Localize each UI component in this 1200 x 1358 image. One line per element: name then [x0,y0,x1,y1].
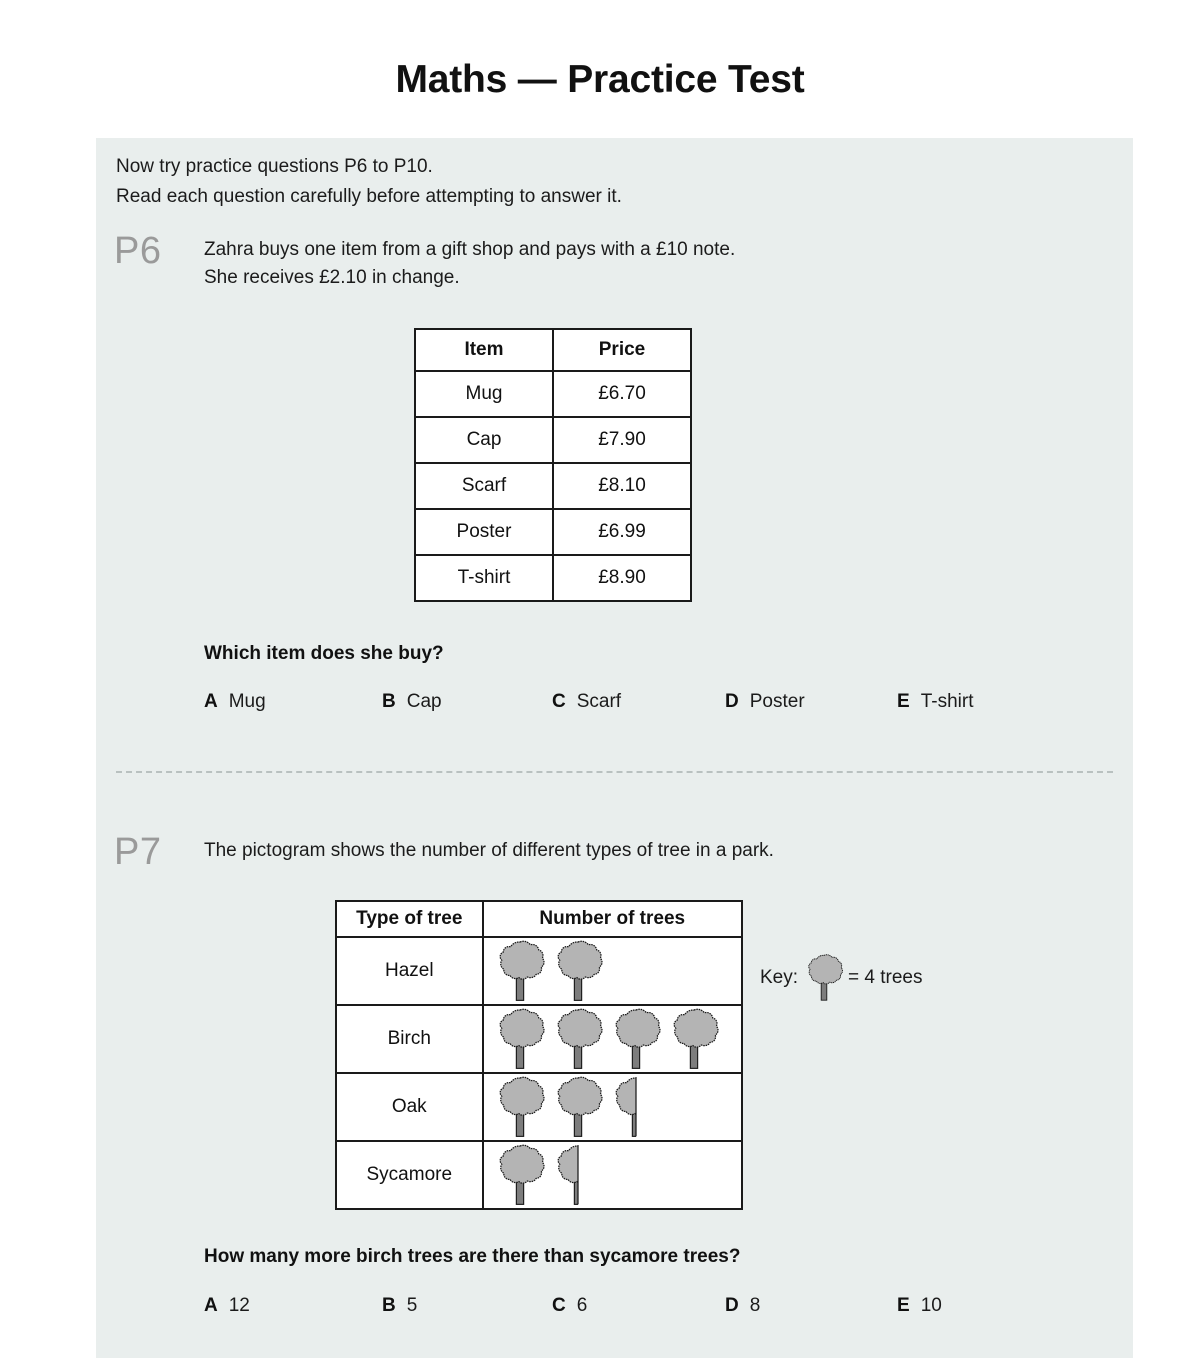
pictogram-row-label: Hazel [336,937,483,1005]
answer-option-p6-c[interactable] [552,691,621,713]
pictogram-key-label: Key: [760,967,799,988]
pictogram-header-type: Type of tree [336,901,483,937]
answer-option-p6-a[interactable] [204,691,266,713]
questions-panel [96,138,1133,1358]
pictogram-row-symbols [483,1141,742,1209]
tree-icon [494,939,546,1004]
price-table-price: £8.10 [553,463,691,509]
price-table-header-row [415,329,691,371]
answer-option-p7-b[interactable] [382,1295,417,1317]
instructions-line-1: Now try practice questions P6 to P10. [116,156,433,177]
answer-option-p7-e[interactable] [897,1295,942,1317]
price-table [414,328,692,602]
option-text: 10 [920,1295,942,1316]
pictogram-header-number: Number of trees [483,901,742,937]
question-stem-p6-line-2: She receives £2.10 in change. [204,267,460,288]
option-text: Poster [749,691,805,712]
pictogram-row [336,1073,742,1141]
tree-icon [494,1007,546,1072]
price-table-price: £6.99 [553,509,691,555]
pictogram-row-symbols [483,937,742,1005]
option-text: 12 [228,1295,250,1316]
question-number-p7: P7 [114,831,162,873]
table-row [415,509,691,555]
option-letter: B [382,1295,396,1316]
page-title: Maths — Practice Test [395,58,805,101]
option-text: Scarf [576,691,622,712]
answer-option-p7-d[interactable] [725,1295,760,1317]
option-letter: E [897,691,910,712]
option-letter: E [897,1295,910,1316]
answer-option-p6-e[interactable] [897,691,973,713]
question-stem-p7 [204,837,774,865]
option-text: 8 [749,1295,761,1316]
question-stem-p7-line-1: The pictogram shows the number of different types of tree in a park. [204,840,774,861]
pictogram-header-row [336,901,742,937]
answer-options-p7 [204,1295,1104,1321]
option-letter: B [382,691,396,712]
price-table-item: Cap [415,417,553,463]
option-text: 5 [406,1295,418,1316]
pictogram-row-label: Birch [336,1005,483,1073]
answer-option-p6-b[interactable] [382,691,442,713]
question-divider [116,771,1113,773]
question-prompt-p6: Which item does she buy? [204,643,444,664]
option-text: Mug [228,691,266,712]
pictogram-row [336,1141,742,1209]
price-table-item: Poster [415,509,553,555]
answer-options-p6 [204,691,1104,717]
pictogram-row [336,1005,742,1073]
answer-option-p6-d[interactable] [725,691,805,713]
table-row [415,417,691,463]
price-table-price: £6.70 [553,371,691,417]
question-stem-p6 [204,236,735,292]
tree-icon [494,1143,546,1208]
half-tree-icon [552,1143,604,1208]
half-tree-icon [610,1075,662,1140]
option-text: T-shirt [920,691,974,712]
price-table-price: £8.90 [553,555,691,601]
question-number-p6: P6 [114,230,162,272]
tree-icon [804,953,844,1003]
pictogram-row-symbols [483,1005,742,1073]
answer-option-p7-c[interactable] [552,1295,587,1317]
option-letter: D [725,691,739,712]
option-letter: C [552,691,566,712]
price-table-header-item: Item [415,329,553,371]
pictogram-row [336,937,742,1005]
option-letter: D [725,1295,739,1316]
pictogram-table [335,900,743,1210]
tree-icon [552,1075,604,1140]
price-table-item: T-shirt [415,555,553,601]
pictogram-key [760,953,923,1003]
table-row [415,371,691,417]
table-row [415,463,691,509]
table-row [415,555,691,601]
option-letter: C [552,1295,566,1316]
price-table-header-price: Price [553,329,691,371]
tree-icon [610,1007,662,1072]
question-prompt-p7: How many more birch trees are there than sycamore trees? [204,1246,741,1267]
instructions-line-2: Read each question carefully before attempting to answer it. [116,186,622,207]
question-stem-p6-line-1: Zahra buys one item from a gift shop and pays with a £10 note. [204,239,736,260]
tree-icon [552,1007,604,1072]
price-table-price: £7.90 [553,417,691,463]
option-text: Cap [406,691,442,712]
option-letter: A [204,691,218,712]
tree-icon [552,939,604,1004]
pictogram-key-value: = 4 trees [848,967,923,988]
pictogram-row-label: Sycamore [336,1141,483,1209]
pictogram-row-symbols [483,1073,742,1141]
price-table-item: Scarf [415,463,553,509]
instructions [116,152,622,212]
tree-icon [494,1075,546,1140]
price-table-item: Mug [415,371,553,417]
option-text: 6 [576,1295,588,1316]
pictogram-row-label: Oak [336,1073,483,1141]
option-letter: A [204,1295,218,1316]
answer-option-p7-a[interactable] [204,1295,250,1317]
tree-icon [668,1007,720,1072]
